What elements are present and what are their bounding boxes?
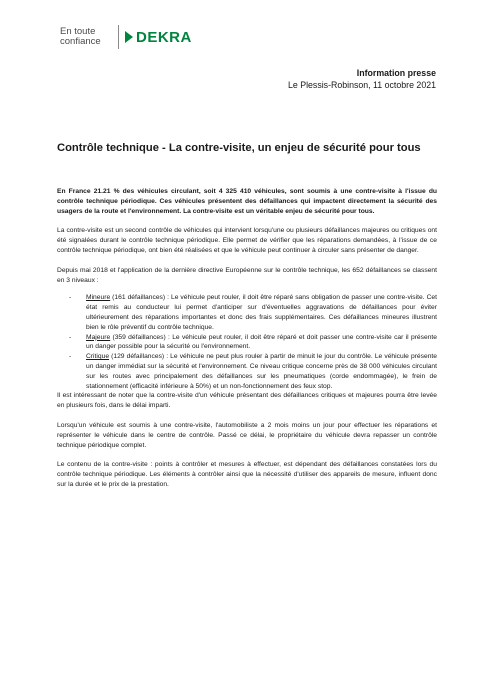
logo-tagline: En toute confiance (60, 26, 101, 47)
logo-brand: DEKRA (136, 28, 192, 46)
lead-paragraph: En France 21.21 % des véhicules circulant, soit 4 325 410 véhicules, sont soumis à une contre-visite à l'issue du contrôle technique périodique. Ces véhicules présentent des défaillances qui impactent directement la sécurité des usagers de la route et l'environnement. La contre-visite est un véritable enjeu de sécurité pour tous. (57, 188, 437, 215)
press-label: Information presse (356, 68, 436, 78)
list-item (57, 333, 437, 353)
bullet-dash: - (69, 333, 72, 341)
level-name: Critique (86, 353, 110, 361)
paragraph-deadline: Lorsqu'un véhicule est soumis à une contre-visite, l'automobiliste a 2 mois moins un jour pour effectuer les réparations et représenter le véhicule dans le centre de contrôle. Passé ce délai, le propriétaire du véhicule devra repasser un contrôle technique périodique complet. (57, 421, 437, 449)
press-place-date: Le Plessis-Robinson, 11 octobre 2021 (287, 80, 436, 90)
paragraph-levels-intro: Depuis mai 2018 et l'application de la dernière directive Européenne sur le contrôle technique, les 652 défaillances se classent en 3 niveaux : (57, 266, 437, 284)
list-item (57, 293, 437, 332)
page-title: Contrôle technique - La contre-visite, un enjeu de sécurité pour tous (57, 142, 421, 154)
bullet-dash: - (69, 294, 72, 302)
dekra-logo (60, 24, 192, 50)
level-text: (129 défaillances) : Le véhicule ne peut plus rouler à partir de minuit le jour du contrôle. Le véhicule présente un danger immédiat sur la sécurité et l'environnement. Ce niveau critique concerne près de 38 000 véhicules circulant sur les routes avec principalement des défaillances sur les pneumatiques (corde endommagée), le frein de stationnement (efficacité inférieure à 50%) et un non-fonctionnement des feux stop. (86, 353, 437, 390)
press-header (288, 67, 436, 91)
paragraph-note: Il est intéressant de noter que la contre-visite d'un véhicule présentant des défaillances critiques et majeures pourra être levée en plusieurs fois, dans le délai imparti. (57, 392, 437, 410)
paragraph-content: Le contenu de la contre-visite : points à contrôler et mesures à effectuer, est dépendant des défaillances constatées lors du contrôle technique périodique. Les éléments à contrôler ainsi que la nécessité d'utiliser des appareils de mesure, influent donc sur la durée et le prix de la prestation. (57, 461, 437, 488)
dekra-triangle-icon (125, 31, 133, 43)
level-text: (359 défaillances) : Le véhicule peut rouler, il doit être réparé et doit passer une contre-visite car il présente un danger possible pour la sécurité ou l'environnement. (86, 333, 437, 351)
level-name: Mineure (86, 294, 111, 302)
document-body (57, 187, 437, 500)
paragraph-definition: La contre-visite est un second contrôle de véhicules qui intervient lorsqu'une ou plusieurs défaillances majeures ou critiques ont été signalées durant le contrôle technique périodique. Elle permet de vérifier que les réparations demandées, à l'issue de ce contrôle technique périodique, ont bien été réalisées et que le véhicule peut continuer à circuler sans présenter de danger. (57, 227, 437, 254)
bullet-dash: - (69, 353, 72, 361)
levels-list (57, 293, 437, 391)
level-text: (161 défaillances) : Le véhicule peut rouler, il doit être réparé sans obligation de passer une contre-visite. Cet état remis au conducteur lui permet d'anticiper sur d'éventuelles aggravations de défaillances pour éviter ultérieurement des réparations importantes et donc des frais supplémentaires. Ces défaillances mineures illustrent bien le rôle préventif du contrôle technique. (86, 294, 437, 331)
level-name: Majeure (86, 333, 111, 341)
list-item (57, 352, 437, 391)
logo-divider (118, 25, 119, 49)
